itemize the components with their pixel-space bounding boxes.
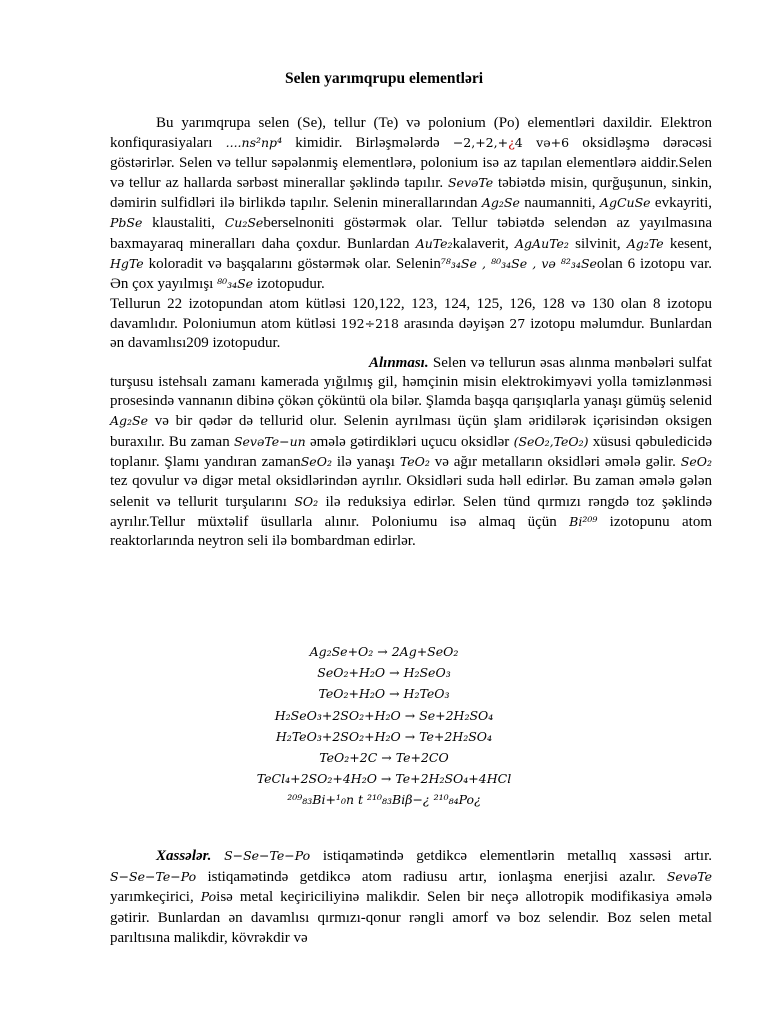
section-heading-properties: Xassələr. bbox=[156, 848, 212, 864]
selenium-isotopes-formula: ⁷⁸₃₄Se , ⁸⁰₃₄Se , və ⁸²₃₄Se bbox=[440, 256, 597, 272]
paragraph-intro: Bu yarımqrupa selen (Se), tellur (Te) və polonium (Po) elementləri daxildir. Elektron konfiqurasiyaları ....ns²np⁴ kimidir. Birləşmələrdə −2,+2,+¿4 və+6 oksidləşmə dərəcəsi göstərirlər. Selen və tellur səpələnmiş elementlərə, polonium isə az tapılan elementlərə aiddir.Selen və tellur az hallarda sərbəst minerallar şəklində tapılır. SevəTe təbiətdə misin, qurğuşunun, sinkin, dəmirin sulfidləri ilə birlikdə tapılır. Selenin minerallarından Ag₂Se naumanniti, AgCuSe evkayriti, PbSe klaustaliti, Cu₂Seberselnoniti göstərmək olar. Tellur təbiətdə selendən az yayılmasına baxmayaraq mineralları daha çoxdur. Bunlardan AuTe₂kalaverit, AgAuTe₂ silvinit, Ag₂Te kesent, HgTe koloradit və başqalarını göstərmək olar. Selenin⁷⁸₃₄Se , ⁸⁰₃₄Se , və ⁸²₃₄Seolan 6 izotopu var. Ən çox yayılmışı ⁸⁰₃₄Se izotopudur. bbox=[110, 115, 713, 293]
paragraph-production: Alınması. Selen və tellurun əsas alınma mənbələri sulfat turşusu istehsalı zamanı kamerada yığılmış gil, həmçinin misin elektrokimyəvi yolla təmizlənməsi prosesində vannanın dibinə çökən çöküntü ola bilər. Şlamda başqa qarışıqlarla yanaşı gümüş selenid Ag₂Se və bir qədər də tellurid olur. Selenin ayrılması üçün şlam əridilərək içərisindən oksigen buraxılır. Bu zaman SevəTe−un əmələ gətirdikləri uçucu oksidlər (SeO₂,TeO₂) xüsusi qəbuledicidə toplanır. Şlamı yandıran zamanSeO₂ ilə yanaşı TeO₂ və ağır metalların oksidləri əmələ gəlir. SeO₂ tez qovulur və digər metal oksidlərindən ayrılır. Oksidləri suda həll edirlər. Bu zaman əmələ gələn selenit və tellurit turşularını SO₂ ilə reduksiya edirlər. Selen tünd qırmızı rəngdə toz şəklində ayrılır.Tellur müxtəlif üsullarla alınır. Poloniumu isə almaq üçün Bi²⁰⁹ izotopunu atom reaktorlarında neytron seli ilə bombardman edirlər. bbox=[110, 354, 713, 550]
paragraph-isotopes: Tellurun 22 izotopundan atom kütləsi 120,122, 123, 124, 125, 126, 128 və 130 olan 8 izotopu davamlıdır. Poloniumun atom kütləsi 192÷218 arasında dəyişən 27 izotopu məlumdur. Bunlardan ən davamlısı209 izotopudur. bbox=[110, 295, 713, 352]
equation: TeCl₄+2SO₂+4H₂O → Te+2H₂SO₄+4HCl bbox=[256, 771, 512, 787]
equation: Ag₂Se+O₂ → 2Ag+SeO₂ bbox=[309, 644, 459, 659]
section-heading-production: Alınması. bbox=[369, 354, 429, 371]
equation: TeO₂+2C → Te+2CO bbox=[319, 749, 449, 765]
equation: H₂SeO₃+2SO₂+H₂O → Se+2H₂SO₄ bbox=[274, 707, 494, 723]
electron-config-formula: ....ns²np⁴ bbox=[225, 135, 283, 151]
paragraph-properties: Xassələr. S−Se−Te−Po istiqamətində getdikcə elementlərin metallıq xassəsi artır. S−Se−Te−Po istiqamətində getdikcə atom radiusu artır, ionlaşma enerjisi azalır. SevəTe yarımkeçirici, Poisə metal keçiriciliyinə malikdir. Selen bir neçə allotropik modifikasiya əmələ gətirir. Bunlardan ən davamlısı qırmızı-qonur rəngli amorf və boz selendir. Boz selen metal parıltısına malikdir, kövrəkdir və bbox=[110, 848, 713, 946]
properties-section bbox=[110, 846, 712, 949]
reaction-equations bbox=[0, 641, 768, 811]
equation: ²⁰⁹₈₃Bi+¹₀n t ²¹⁰₈₃Biβ−¿ ²¹⁰₈₄Po¿ bbox=[287, 792, 481, 808]
page-title: Selen yarımqrupu elementləri bbox=[284, 70, 484, 87]
equation: SeO₂+H₂O → H₂SeO₃ bbox=[317, 665, 451, 681]
main-text bbox=[110, 114, 712, 552]
equation: H₂TeO₃+2SO₂+H₂O → Te+2H₂SO₄ bbox=[275, 728, 493, 744]
oxidation-states: −2,+2,+¿4 və+6 bbox=[452, 135, 570, 151]
equation: TeO₂+H₂O → H₂TeO₃ bbox=[318, 686, 450, 702]
